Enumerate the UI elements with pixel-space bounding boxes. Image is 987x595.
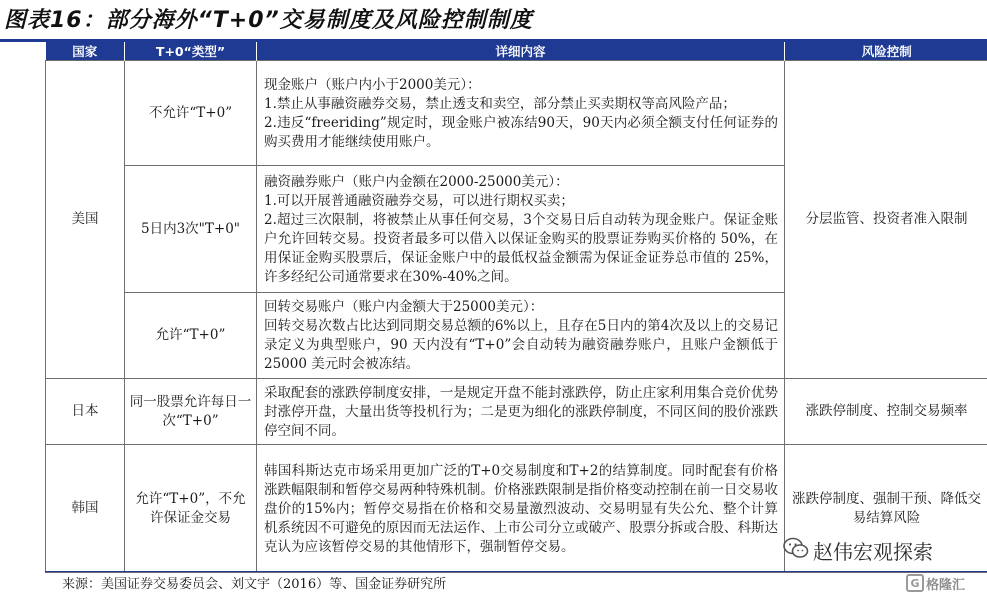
cell-type-us-margin: 5日内3次"T+0": [125, 166, 257, 293]
cell-type-korea: 允许“T+0”，不允许保证金交易: [125, 445, 257, 573]
cell-country-japan: 日本: [46, 379, 125, 445]
gelonghui-icon: G: [906, 574, 924, 592]
cell-risk-us: 分层监管、投资者准入限制: [785, 61, 987, 379]
cell-country-us: 美国: [46, 61, 125, 379]
watermark-channel: 赵伟宏观探索: [813, 539, 933, 564]
detail-line: 回转交易账户（账户内金额大于25000美元）：: [264, 299, 544, 315]
cell-country-korea: 韩国: [46, 445, 125, 573]
cell-risk-korea: 涨跌停制度、强制干预、降低交易结算风险: [785, 445, 987, 573]
policy-table: [45, 42, 987, 573]
detail-line: 2.违反“freeriding”规定时，现金账户被冻结90天，90天内必须全额支付任何证券的购买费用才能继续使用账户。: [264, 114, 778, 150]
header-risk-control: 风险控制: [785, 42, 987, 61]
cell-detail-us-margin: [257, 166, 785, 293]
header-detail: 详细内容: [257, 42, 785, 61]
detail-line: 2.超过三次限制，将被禁止从事任何交易，3个交易日后自动转为现金账户。保证金账户允许回转交易。投资者最多可以借入以保证金购买的股票证券购买价格的 50%，在用保证金购买股票后，保证金账户中的最低权益金额需为保证金证券总市值的 25%，许多经纪公司通常要求在30%-40%之间。: [264, 211, 778, 285]
cell-type-japan: 同一股票允许每日一次“T+0”: [125, 379, 257, 445]
cell-type-us-cash: 不允许“T+0”: [125, 61, 257, 166]
detail-line: 回转交易次数占比达到同期交易总额的6%以上，且存在5日内的第4次及以上的交易记录定义为典型账户，90 天内没有“T+0”会自动转为融资融券账户，且账户金额低于 25000 美元时会被冻结。: [264, 318, 778, 372]
detail-line: 1.禁止从事融资融券交易，禁止透支和卖空，部分禁止买卖期权等高风险产品；: [264, 95, 736, 112]
gelonghui-logo: [906, 572, 965, 594]
detail-line: 现金账户（账户内小于2000美元）：: [264, 76, 481, 93]
table-row-us-cash: [46, 61, 987, 166]
wechat-icon: [783, 537, 809, 564]
cell-detail-japan: 采取配套的涨跌停制度安排，一是规定开盘不能封涨跌停，防止庄家利用集合竞价优势封涨停开盘，大量出货等投机行为；二是更为细化的涨跌停制度，不同区间的股价涨跌停空间不同。: [257, 379, 785, 445]
cell-detail-korea: 韩国科斯达克市场采用更加广泛的T+0交易制度和T+2的结算制度。同时配套有价格涨跌幅限制和暂停交易两种特殊机制。价格涨跌限制是指价格变动控制在前一日交易收盘价的15%内；暂停交易指在价格和交易量激烈波动、交易明显有失公允、整个计算机系统因不可避免的原因而无法运作、上市公司分立或破产、股票分拆或合股、科斯达克认为应该暂停交易的其他情形下，强制暂停交易。: [257, 445, 785, 573]
detail-line: 融资融券账户（账户内金额在2000-25000美元）：: [264, 173, 569, 190]
source-note: 来源：美国证券交易委员会、刘文宇（2016）等、国金证券研究所: [62, 577, 447, 592]
cell-detail-us-cash: [257, 61, 785, 166]
watermark: [783, 537, 933, 563]
cell-type-us-daytrade: 允许“T+0”: [125, 293, 257, 379]
table-header-row: [46, 42, 987, 61]
detail-line: 1.可以开展普通融资融券交易，可以进行期权买卖；: [264, 192, 574, 209]
table-row-japan: [46, 379, 987, 445]
figure-title: 图表16：部分海外“T+0”交易制度及风险控制制度: [4, 8, 533, 33]
cell-risk-japan: 涨跌停制度、控制交易频率: [785, 379, 987, 445]
header-type: T+0“类型”: [125, 42, 257, 61]
header-country: 国家: [46, 42, 125, 61]
table-bottom-rule: [45, 571, 987, 572]
gelonghui-text: 格隆汇: [926, 577, 966, 593]
cell-detail-us-daytrade: [257, 293, 785, 379]
